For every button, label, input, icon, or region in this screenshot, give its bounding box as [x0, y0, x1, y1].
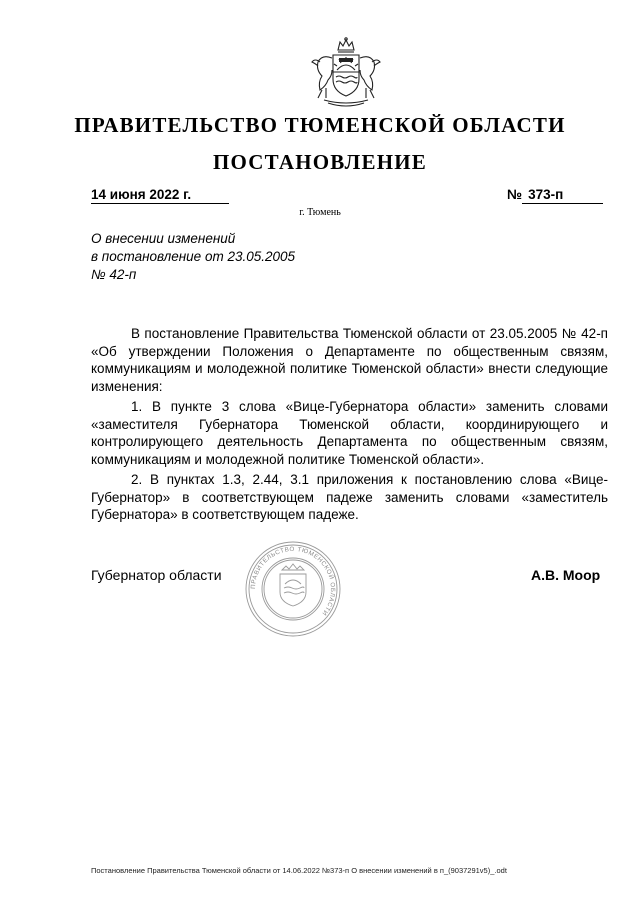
number-value: 373-п: [522, 187, 603, 204]
body-paragraph: В постановление Правительства Тюменской области от 23.05.2005 № 42-п «Об утверждении Положения о Департаменте по общественным связям, коммуникациям и молодежной политике Тюменской области» внести следующие изменения:: [91, 326, 608, 394]
official-seal-icon: [244, 540, 342, 638]
document-type-title: ПОСТАНОВЛЕНИЕ: [212, 150, 428, 174]
body-paragraph: 1. В пункте 3 слова «Вице-Губернатора области» заменить словами «заместителя Губернатора Тюменской области, координирующего и контролирующего деятельность Департамента по общественным связям, коммуникациям и молодежной политике Тюменской области».: [91, 399, 608, 467]
document-date: 14 июня 2022 г.: [91, 187, 229, 204]
subject-line: в постановление от 23.05.2005: [91, 249, 296, 264]
signatory-name: А.В. Моор: [531, 567, 601, 583]
seal-text: ПРАВИТЕЛЬСТВО ТЮМЕНСКОЙ ОБЛАСТИ: [249, 545, 337, 617]
document-number: [507, 187, 603, 204]
signatory-title: Губернатор области: [91, 567, 222, 583]
number-sign: №: [507, 187, 523, 202]
organization-title: ПРАВИТЕЛЬСТВО ТЮМЕНСКОЙ ОБЛАСТИ: [74, 113, 566, 137]
body-paragraph: 2. В пунктах 1.3, 2.44, 3.1 приложения к постановлению слова «Вице-Губернатор» в соответствующем падеже заменить словами «заместитель Губернатора» в соответствующем падеже.: [91, 472, 608, 522]
subject-line: № 42-п: [91, 267, 137, 282]
document-city: г. Тюмень: [299, 207, 341, 218]
subject-line: О внесении изменений: [91, 231, 236, 246]
footer-filename: Постановление Правительства Тюменской области от 14.06.2022 №373-п О внесении изменений в п_(9037291v5)_.odt: [91, 866, 507, 875]
document-body: [91, 325, 608, 527]
document-subject: [91, 230, 295, 284]
coat-of-arms-icon: [306, 36, 386, 108]
